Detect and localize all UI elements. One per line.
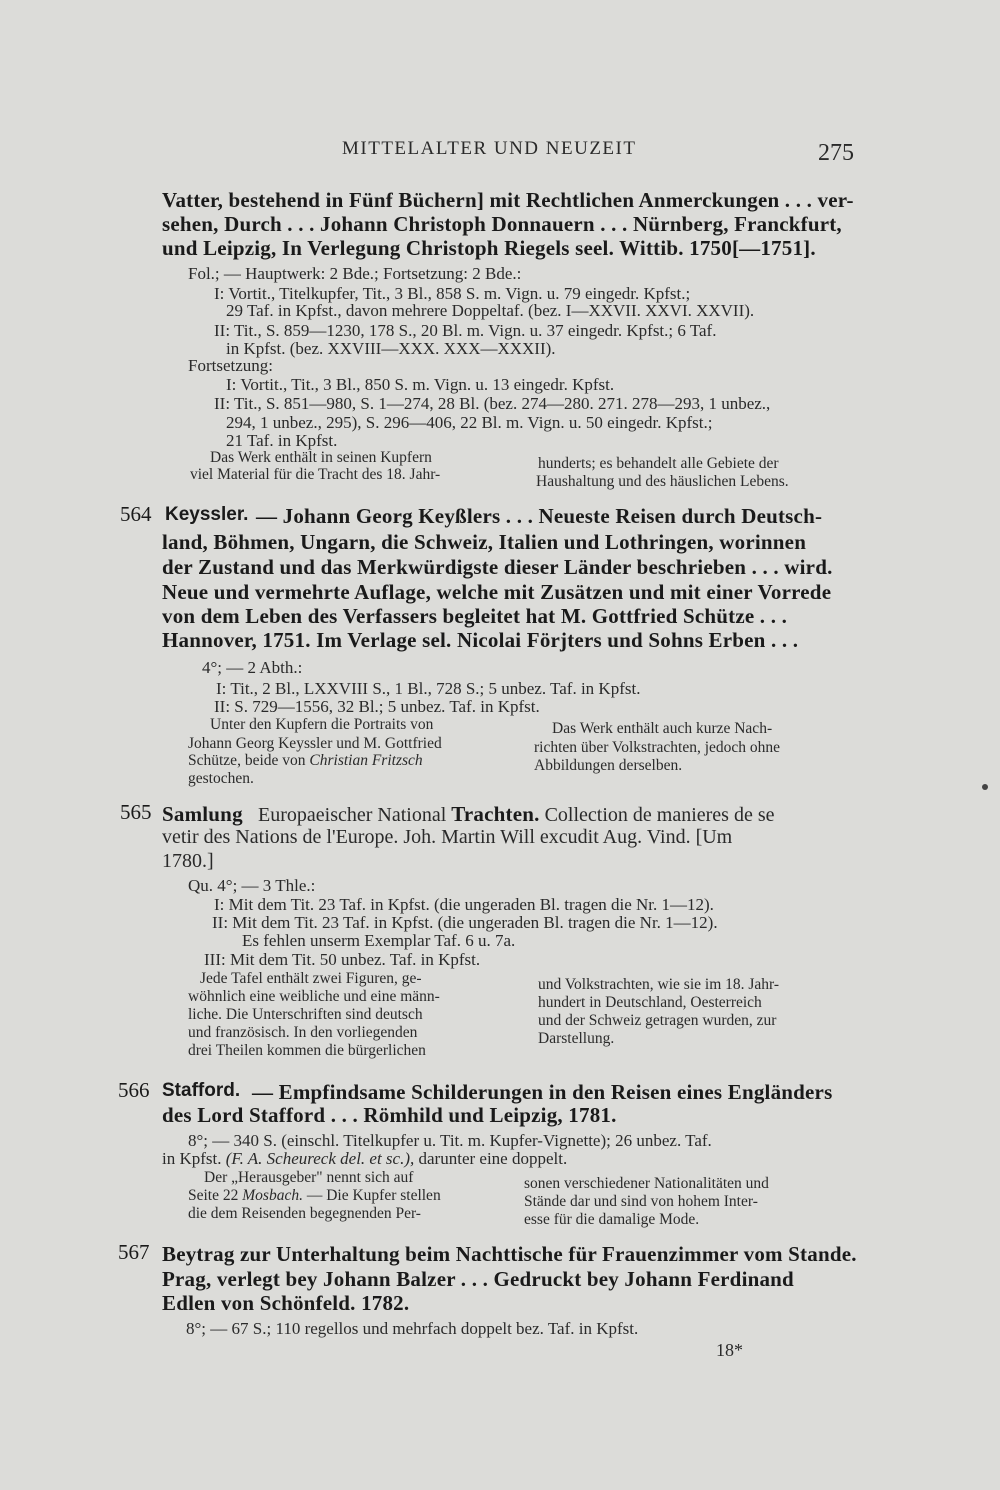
note-left: Johann Georg Keyssler und M. Gottfried bbox=[188, 735, 442, 752]
note-left: Der „Herausgeber" nennt sich auf bbox=[204, 1169, 414, 1186]
description-line: Fol.; — Hauptwerk: 2 Bde.; Fortsetzung: 2 Bde.: bbox=[188, 264, 522, 283]
note-right: Abbildungen derselben. bbox=[534, 757, 683, 774]
title-line: Europaeischer National Trachten. Collection de manieres de se bbox=[258, 802, 775, 826]
title-line: Neue und vermehrte Auflage, welche mit Zusätzen und mit einer Vorrede bbox=[162, 580, 832, 604]
description-line: I: Tit., 2 Bl., LXXVIII S., 1 Bl., 728 S.; 5 unbez. Taf. in Kpfst. bbox=[216, 679, 641, 698]
title-line: des Lord Stafford . . . Römhild und Leipzig, 1781. bbox=[162, 1103, 617, 1127]
note-left: drei Theilen kommen die bürgerlichen bbox=[188, 1042, 426, 1059]
note-right: hunderts; es behandelt alle Gebiete der bbox=[538, 455, 779, 472]
note-left: viel Material für die Tracht des 18. Jahr- bbox=[190, 466, 441, 483]
note-left: Unter den Kupfern die Portraits von bbox=[210, 716, 434, 733]
running-header: MITTELALTER UND NEUZEIT bbox=[342, 138, 637, 159]
title-line: 1780.] bbox=[162, 850, 214, 872]
author-name: Stafford. bbox=[162, 1080, 241, 1101]
note-left: Schütze, beide von Christian Fritzsch bbox=[188, 752, 423, 769]
title-line: von dem Leben des Verfassers begleitet hat M. Gottfried Schütze . . . bbox=[162, 604, 788, 628]
note-left: gestochen. bbox=[188, 770, 254, 787]
note-left: und französisch. In den vorliegenden bbox=[188, 1024, 418, 1041]
description-line: III: Mit dem Tit. 50 unbez. Taf. in Kpfst. bbox=[204, 950, 481, 969]
signature-mark: 18* bbox=[716, 1340, 743, 1360]
note-right: Darstellung. bbox=[538, 1030, 615, 1047]
note-left: liche. Die Unterschriften sind deutsch bbox=[188, 1006, 423, 1023]
description-line: in Kpfst. (F. A. Scheureck del. et sc.), darunter eine doppelt. bbox=[162, 1149, 568, 1168]
note-right: Haushaltung und des häuslichen Lebens. bbox=[536, 473, 789, 490]
entry-number: 567 bbox=[118, 1240, 150, 1264]
note-right: Stände dar und sind von hohem Inter- bbox=[524, 1193, 758, 1210]
margin-speck bbox=[982, 784, 988, 790]
note-right: Das Werk enthält auch kurze Nach- bbox=[552, 720, 773, 737]
description-line: 29 Taf. in Kpfst., davon mehrere Doppeltaf. (bez. I—XXVII. XXVI. XXVII). bbox=[226, 301, 755, 320]
title-line: — Johann Georg Keyßlers . . . Neueste Reisen durch Deutsch- bbox=[256, 504, 823, 528]
description-line: II: Tit., S. 851—980, S. 1—274, 28 Bl. (bez. 274—280. 271. 278—293, 1 unbez., bbox=[214, 394, 771, 413]
note-right: und Volkstrachten, wie sie im 18. Jahr- bbox=[538, 976, 780, 993]
description-line: 8°; — 340 S. (einschl. Titelkupfer u. Tit. m. Kupfer-Vignette); 26 unbez. Taf. bbox=[188, 1131, 712, 1150]
description-line: Qu. 4°; — 3 Thle.: bbox=[188, 876, 316, 895]
note-left: Das Werk enthält in seinen Kupfern bbox=[210, 449, 432, 466]
title-line: Beytrag zur Unterhaltung beim Nachttische für Frauenzimmer vom Stande. bbox=[162, 1242, 857, 1266]
title-line: Vatter, bestehend in Fünf Büchern] mit Rechtlichen Anmerckungen . . . ver- bbox=[162, 188, 854, 212]
description-line: II: S. 729—1556, 32 Bl.; 5 unbez. Taf. in Kpfst. bbox=[214, 697, 540, 716]
title-line: Hannover, 1751. Im Verlage sel. Nicolai Förjters und Sohns Erben . . . bbox=[162, 628, 799, 652]
note-left: Jede Tafel enthält zwei Figuren, ge- bbox=[200, 970, 422, 987]
note-right: esse für die damalige Mode. bbox=[524, 1211, 700, 1228]
page-number: 275 bbox=[818, 140, 854, 166]
title-line: — Empfindsame Schilderungen in den Reisen eines Engländers bbox=[252, 1080, 833, 1104]
description-line: 294, 1 unbez., 295), S. 296—406, 22 Bl. m. Vign. u. 50 eingedr. Kpfst.; bbox=[226, 413, 713, 432]
description-line: II: Mit dem Tit. 23 Taf. in Kpfst. (die ungeraden Bl. tragen die Nr. 1—12). bbox=[212, 913, 718, 932]
note-right: richten über Volkstrachten, jedoch ohne bbox=[534, 739, 781, 756]
description-line: II: Tit., S. 859—1230, 178 S., 20 Bl. m. Vign. u. 37 eingedr. Kpfst.; 6 Taf. bbox=[214, 321, 717, 340]
entry-number: 564 bbox=[120, 502, 152, 526]
description-line: 4°; — 2 Abth.: bbox=[202, 658, 303, 677]
entry-number: 566 bbox=[118, 1078, 150, 1102]
author-name: Keyssler. bbox=[165, 504, 249, 525]
title-keyword: Samlung bbox=[162, 802, 243, 826]
note-right: sonen verschiedener Nationalitäten und bbox=[524, 1175, 769, 1192]
note-left: Seite 22 Mosbach. — Die Kupfer stellen bbox=[188, 1187, 441, 1204]
description-line: I: Mit dem Tit. 23 Taf. in Kpfst. (die ungeraden Bl. tragen die Nr. 1—12). bbox=[214, 895, 714, 914]
title-line: sehen, Durch . . . Johann Christoph Donnauern . . . Nürnberg, Franckfurt, bbox=[162, 212, 842, 236]
title-line: Edlen von Schönfeld. 1782. bbox=[162, 1291, 410, 1315]
entry-number: 565 bbox=[120, 800, 152, 824]
title-line: vetir des Nations de l'Europe. Joh. Martin Will excudit Aug. Vind. [Um bbox=[162, 826, 733, 848]
description-line: I: Vortit., Titelkupfer, Tit., 3 Bl., 858 S. m. Vign. u. 79 eingedr. Kpfst.; bbox=[214, 284, 691, 303]
title-line: land, Böhmen, Ungarn, die Schweiz, Italien und Lothringen, worinnen bbox=[162, 530, 807, 554]
description-line: Fortsetzung: bbox=[188, 356, 273, 375]
description-line: in Kpfst. (bez. XXVIII—XXX. XXX—XXXII). bbox=[226, 339, 556, 358]
note-left: wöhnlich eine weibliche und eine männ- bbox=[188, 988, 440, 1005]
note-right: und der Schweiz getragen wurden, zur bbox=[538, 1012, 777, 1029]
description-line: Es fehlen unserm Exemplar Taf. 6 u. 7a. bbox=[242, 931, 516, 950]
description-line: I: Vortit., Tit., 3 Bl., 850 S. m. Vign. u. 13 eingedr. Kpfst. bbox=[226, 375, 615, 394]
note-right: hundert in Deutschland, Oesterreich bbox=[538, 994, 762, 1011]
title-line: Prag, verlegt bey Johann Balzer . . . Gedruckt bey Johann Ferdinand bbox=[162, 1267, 794, 1291]
description-line: 8°; — 67 S.; 110 regellos und mehrfach doppelt bez. Taf. in Kpfst. bbox=[186, 1319, 639, 1338]
note-left: die dem Reisenden begegnenden Per- bbox=[188, 1205, 421, 1222]
description-line: 21 Taf. in Kpfst. bbox=[226, 431, 338, 450]
title-line: der Zustand und das Merkwürdigste dieser Länder beschrieben . . . wird. bbox=[162, 555, 833, 579]
title-line: und Leipzig, In Verlegung Christoph Riegels seel. Wittib. 1750[—1751]. bbox=[162, 236, 816, 260]
